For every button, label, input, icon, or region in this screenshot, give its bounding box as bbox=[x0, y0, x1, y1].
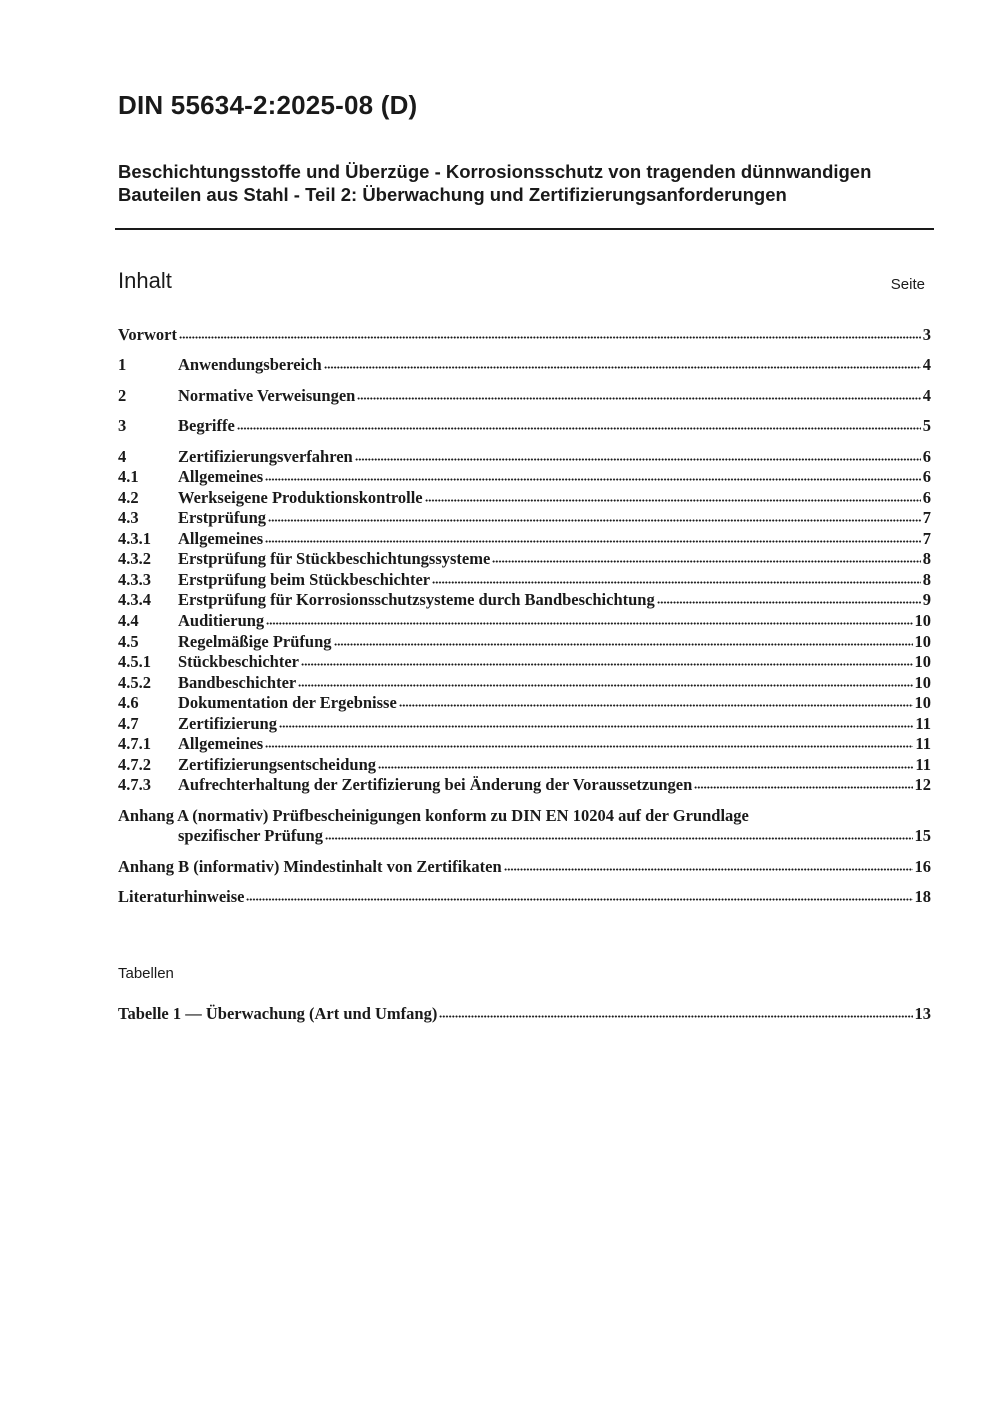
document-id: DIN 55634-2:2025-08 (D) bbox=[118, 90, 418, 120]
toc-entry-page: 10 bbox=[914, 673, 931, 692]
tables-entry-page: 13 bbox=[914, 1004, 931, 1023]
toc-entry-label: Begriffe bbox=[178, 416, 235, 435]
toc-entry-label: Anhang A (normativ) Prüfbescheinigungen konform zu DIN EN 10204 auf der Grundlage bbox=[118, 806, 749, 825]
toc-page-label: Seite bbox=[890, 276, 925, 293]
toc-entry-page: 10 bbox=[914, 632, 931, 651]
toc-entry-label: Regelmäßige Prüfung bbox=[178, 632, 332, 651]
toc-entry-2[interactable] bbox=[118, 386, 931, 406]
toc-leader-dots bbox=[325, 836, 913, 841]
toc-entry-number: 3 bbox=[118, 416, 127, 435]
toc-leader-dots bbox=[357, 396, 920, 401]
toc-entry-page: 15 bbox=[914, 826, 931, 845]
toc-leader-dots bbox=[265, 477, 921, 482]
toc-leader-dots bbox=[268, 518, 921, 523]
toc-entry-page: 4 bbox=[922, 355, 931, 374]
toc-leader-dots bbox=[657, 600, 921, 605]
toc-entry-vorwort[interactable] bbox=[118, 325, 931, 345]
toc-entry-page: 6 bbox=[922, 488, 931, 507]
toc-entry-page: 10 bbox=[914, 693, 931, 712]
toc-entry-number: 4.5.1 bbox=[118, 652, 151, 671]
toc-leader-dots bbox=[324, 365, 921, 370]
toc-entry-number: 4.7.1 bbox=[118, 734, 151, 753]
toc-entry-label: Dokumentation der Ergebnisse bbox=[178, 693, 397, 712]
toc-entry-number: 4.7 bbox=[118, 714, 139, 733]
toc-entry-annex-a[interactable] bbox=[118, 806, 931, 846]
title-divider bbox=[115, 228, 934, 230]
toc-entry-label: Normative Verweisungen bbox=[178, 386, 356, 405]
toc-entry-label: Erstprüfung für Stückbeschichtungssysteme bbox=[178, 549, 491, 568]
toc-entry-number: 4.3.3 bbox=[118, 570, 151, 589]
toc-entry-page: 12 bbox=[914, 775, 931, 794]
toc-entry-label: Erstprüfung bbox=[178, 508, 267, 527]
toc-entry-label: Zertifizierungsentscheidung bbox=[178, 755, 376, 774]
toc-entry-page: 10 bbox=[914, 611, 931, 630]
toc-entry-label: Allgemeines bbox=[178, 467, 264, 486]
toc-entry-3[interactable] bbox=[118, 416, 931, 436]
toc-leader-dots bbox=[432, 580, 921, 585]
toc-leader-dots bbox=[237, 426, 921, 431]
toc-entry-label: Werkseigene Produktionskontrolle bbox=[178, 488, 423, 507]
toc-entry-4-5[interactable] bbox=[118, 632, 931, 652]
toc-entry-label: Zertifizierungsverfahren bbox=[178, 447, 353, 466]
toc-entry-page: 7 bbox=[922, 508, 931, 527]
toc-leader-dots bbox=[265, 744, 913, 749]
toc-entry-label: Anhang B (informativ) Mindestinhalt von Zertifikaten bbox=[118, 857, 502, 876]
toc-entry-4-3-1[interactable] bbox=[118, 529, 931, 549]
document-title: Beschichtungsstoffe und Überzüge - Korrosionsschutz von tragenden dünnwandigen Bauteilen aus Stahl - Teil 2: Überwachung und Zertifizierungsanforderungen bbox=[118, 161, 872, 205]
toc-entry-label: Allgemeines bbox=[178, 734, 264, 753]
toc-entry-4-2[interactable] bbox=[118, 488, 931, 508]
toc-leader-dots bbox=[334, 642, 913, 647]
toc-entry-number: 4 bbox=[118, 447, 127, 466]
toc-leader-dots bbox=[265, 539, 921, 544]
toc-entry-4-3[interactable] bbox=[118, 508, 931, 528]
toc-entry-label: Bandbeschichter bbox=[178, 673, 297, 692]
toc-entry-label: Anwendungsbereich bbox=[178, 355, 322, 374]
toc-entry-page: 5 bbox=[922, 416, 931, 435]
tables-heading: Tabellen bbox=[118, 965, 174, 982]
toc-leader-dots bbox=[246, 897, 912, 902]
toc-leader-dots bbox=[492, 559, 920, 564]
toc-entry-page: 7 bbox=[922, 529, 931, 548]
toc-entry-number: 4.3.2 bbox=[118, 549, 151, 568]
tables-entry-label: Tabelle 1 — Überwachung (Art und Umfang) bbox=[118, 1004, 438, 1023]
toc-entry-4-3-4[interactable] bbox=[118, 590, 931, 610]
toc-entry-label: Aufrechterhaltung der Zertifizierung bei Änderung der Voraussetzungen bbox=[178, 775, 693, 794]
toc-entry-number: 4.7.3 bbox=[118, 775, 151, 794]
toc-leader-dots bbox=[298, 683, 912, 688]
toc-entry-label: Erstprüfung beim Stückbeschichter bbox=[178, 570, 431, 589]
toc-entry-4[interactable] bbox=[118, 447, 931, 467]
toc-entry-4-7-3[interactable] bbox=[118, 775, 931, 795]
toc-entry-page: 6 bbox=[922, 447, 931, 466]
toc-entry-page: 11 bbox=[915, 734, 931, 753]
toc-entry-4-3-2[interactable] bbox=[118, 549, 931, 569]
toc-entry-4-6[interactable] bbox=[118, 693, 931, 713]
toc-entry-number: 4.7.2 bbox=[118, 755, 151, 774]
toc-leader-dots bbox=[399, 703, 913, 708]
toc-entry-label: Stückbeschichter bbox=[178, 652, 299, 671]
toc-entry-page: 18 bbox=[914, 887, 931, 906]
toc-entry-4-5-1[interactable] bbox=[118, 652, 931, 672]
toc-entry-page: 8 bbox=[922, 549, 931, 568]
toc-entry-page: 6 bbox=[922, 467, 931, 486]
toc-entry-4-1[interactable] bbox=[118, 467, 931, 487]
toc-entry-number: 2 bbox=[118, 386, 127, 405]
toc-entry-number: 4.3.4 bbox=[118, 590, 151, 609]
toc-entry-4-5-2[interactable] bbox=[118, 673, 931, 693]
toc-entry-number: 4.5 bbox=[118, 632, 139, 651]
toc-entry-label: Auditierung bbox=[178, 611, 265, 630]
toc-entry-number: 4.5.2 bbox=[118, 673, 151, 692]
toc-leader-dots bbox=[301, 662, 913, 667]
toc-leader-dots bbox=[179, 335, 921, 340]
toc-entry-page: 11 bbox=[915, 714, 931, 733]
toc-entry-4-7-2[interactable] bbox=[118, 755, 931, 775]
toc-entry-number: 4.4 bbox=[118, 611, 139, 630]
toc-entry-4-4[interactable] bbox=[118, 611, 931, 631]
toc-entry-1[interactable] bbox=[118, 355, 931, 375]
toc-entry-number: 4.2 bbox=[118, 488, 139, 507]
toc-entry-4-7-1[interactable] bbox=[118, 734, 931, 754]
toc-leader-dots bbox=[425, 498, 921, 503]
toc-leader-dots bbox=[439, 1014, 912, 1019]
toc-entry-number: 1 bbox=[118, 355, 127, 374]
toc-leader-dots bbox=[504, 867, 913, 872]
toc-entry-page: 11 bbox=[915, 755, 931, 774]
toc-entry-label: Literaturhinweise bbox=[118, 887, 245, 906]
toc-leader-dots bbox=[694, 785, 912, 790]
toc-entry-number: 4.3.1 bbox=[118, 529, 151, 548]
toc-entry-4-3-3[interactable] bbox=[118, 570, 931, 590]
toc-entry-number: 4.1 bbox=[118, 467, 139, 486]
toc-entry-page: 9 bbox=[922, 590, 931, 609]
toc-leader-dots bbox=[279, 724, 913, 729]
toc-leader-dots bbox=[266, 621, 912, 626]
toc-entry-label-continuation: spezifischer Prüfung bbox=[178, 826, 323, 845]
toc-entry-bibliography[interactable] bbox=[118, 887, 931, 907]
toc-leader-dots bbox=[378, 765, 913, 770]
toc-entry-4-7[interactable] bbox=[118, 714, 931, 734]
toc-entry-page: 8 bbox=[922, 570, 931, 589]
toc-entry-label: Zertifizierung bbox=[178, 714, 277, 733]
tables-entry-1[interactable] bbox=[118, 1004, 931, 1024]
toc-entry-number: 4.3 bbox=[118, 508, 139, 527]
toc-entry-label: Allgemeines bbox=[178, 529, 264, 548]
toc-entry-annex-b[interactable] bbox=[118, 857, 931, 877]
toc-entry-page: 10 bbox=[914, 652, 931, 671]
toc-entry-number: 4.6 bbox=[118, 693, 139, 712]
toc-entry-page: 3 bbox=[922, 325, 931, 344]
toc-entry-label: Erstprüfung für Korrosionsschutzsysteme durch Bandbeschichtung bbox=[178, 590, 655, 609]
toc-entry-page: 4 bbox=[922, 386, 931, 405]
toc-entry-label: Vorwort bbox=[118, 325, 177, 344]
toc-leader-dots bbox=[355, 457, 921, 462]
toc-entry-page: 16 bbox=[914, 857, 931, 876]
toc-heading: Inhalt bbox=[118, 268, 172, 293]
